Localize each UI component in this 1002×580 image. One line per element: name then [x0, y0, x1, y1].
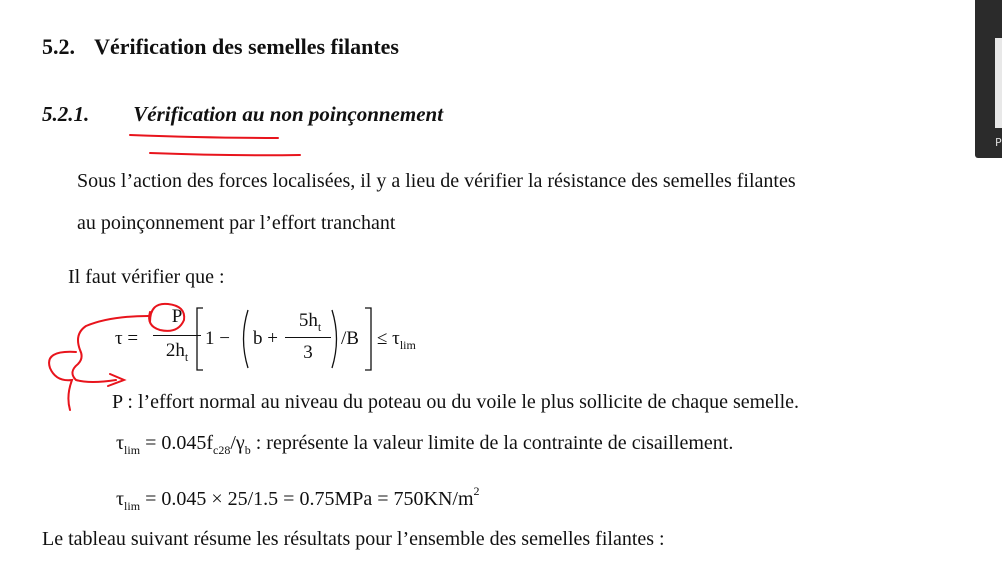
brace-curve [72, 316, 148, 382]
verification-intro: Il faut vérifier que : [68, 266, 225, 288]
paragraph-line-1: Sous l’action des forces localisées, il y a lieu de vérifier la résistance des semelles filantes [77, 170, 796, 192]
underline-stroke-2 [150, 153, 300, 155]
underline-stroke-1 [130, 135, 278, 138]
tau-expr: = 0.045f [145, 432, 214, 454]
tau-sub-2: lim [124, 499, 141, 513]
formula-lhs: τ = [115, 328, 139, 349]
formula-one-minus: 1 − [205, 328, 230, 349]
side-panel[interactable] [975, 0, 1002, 158]
fc28-sub: c28 [213, 443, 231, 457]
subsection-number: 5.2.1. [42, 102, 90, 126]
gamma-sub: b [244, 443, 251, 457]
tau-symbol-2: τ [116, 488, 125, 510]
tau-description: : représente la valeur limite de la contrainte de cisaillement. [255, 432, 734, 454]
paragraph-line-2: au poinçonnement par l’effort tranchant [77, 212, 396, 234]
section-title: Vérification des semelles filantes [94, 34, 399, 59]
rhs-text: ≤ τ [377, 328, 400, 349]
unit-exponent: 2 [473, 484, 480, 498]
rhs-sub: lim [399, 338, 416, 352]
num2-sub: t [317, 320, 322, 334]
circle-around-p [149, 304, 184, 331]
subsection-title: Vérification au non poinçonnement [133, 102, 444, 126]
gamma-div: /γ [230, 432, 245, 454]
formula-b-plus: b + [253, 328, 278, 349]
formula-num-p: P [171, 306, 183, 327]
definition-p: P : l’effort normal au niveau du poteau ou du voile le plus sollicite de chaque semelle. [112, 391, 800, 413]
section-number: 5.2. [42, 34, 75, 59]
den-text: 2h [165, 340, 185, 361]
loop-curve [49, 352, 76, 410]
formula-den-3: 3 [303, 342, 313, 363]
tau-sub: lim [124, 443, 141, 457]
side-panel-content [995, 38, 1002, 128]
tau-value-expr: = 0.045 × 25/1.5 = 0.75MPa = 750KN/m [145, 488, 474, 510]
table-intro: Le tableau suivant résume les résultats pour l’ensemble des semelles filantes : [42, 528, 665, 550]
formula-over-b: /B [341, 328, 359, 349]
den-sub: t [184, 350, 189, 364]
side-panel-label: P [995, 136, 1002, 149]
num2-text: 5h [298, 310, 318, 331]
tau-symbol: τ [116, 432, 125, 454]
